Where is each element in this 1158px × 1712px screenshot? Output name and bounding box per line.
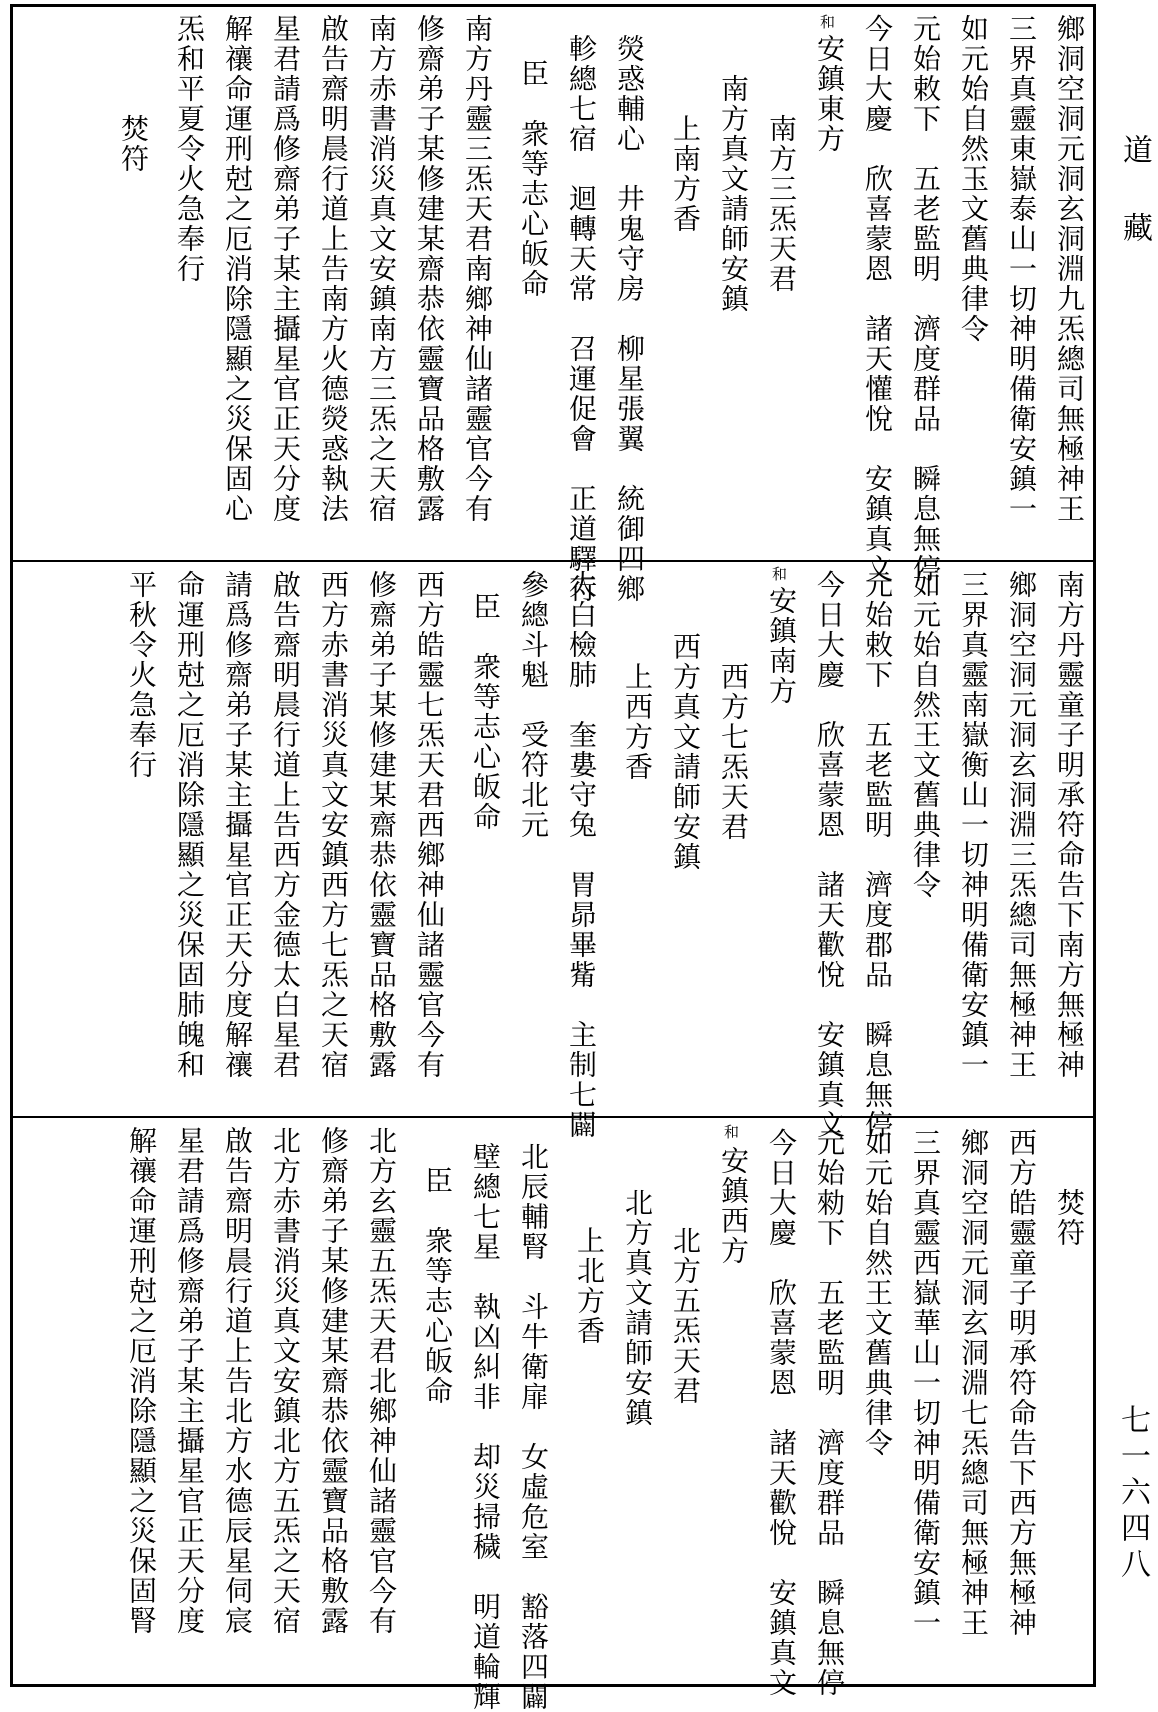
text-column: 焚符 — [1053, 1188, 1086, 1248]
text-column: 上西方香 — [621, 662, 654, 782]
text-column: 解禳命運刑尅之厄消除隱顯之災保固心 — [221, 14, 254, 524]
text-column: 鄉洞空洞元洞玄洞淵九炁總司無極神王 — [1053, 14, 1086, 524]
annotation-mark: 和 — [722, 1124, 740, 1139]
text-column: 如元始自然王文舊典律令 — [909, 570, 942, 900]
text-column: 修齋弟子某修建某齋恭依靈寶品格敷露 — [413, 14, 446, 524]
text-column: 啟告齋明晨行道上告西方金德太白星君 — [269, 570, 302, 1080]
text-column: 三界真靈東嶽泰山一切神明備衛安鎮一 — [1005, 14, 1038, 524]
text-column: 三界真靈西嶽華山一切神明備衛安鎮一 — [909, 1128, 942, 1638]
text-column: 如元始自然王文舊典律令 — [861, 1128, 894, 1458]
text-column: 臣 衆等志心皈命 — [469, 592, 502, 832]
text-column: 元始勑下 五老監明 濟度群品 瞬息無停 — [813, 1128, 846, 1698]
text-column: 太白檢肺 奎婁守兔 胃昴畢觜 主制七闢 — [565, 570, 598, 1140]
text-column: 壁總七星 執凶糾非 却災掃穢 明道輪輝 — [469, 1142, 502, 1712]
text-column: 熒惑輔心 井鬼守房 柳星張翼 統御四鄉 — [613, 34, 646, 604]
text-column: 今日大慶 欣喜蒙恩 諸天懽悅 安鎮真文 — [861, 14, 894, 584]
text-column: 三界真靈南嶽衡山一切神明備衛安鎮一 — [957, 570, 990, 1080]
text-column: 北辰輔腎 斗牛衛扉 女虛危室 豁落四闢 — [517, 1142, 550, 1712]
text-column: 請爲修齋弟子某主攝星官正天分度解禳 — [221, 570, 254, 1080]
text-column: 南方真文請師安鎮 — [717, 74, 750, 314]
text-column: 星君請爲修齋弟子某主攝星官正天分度 — [173, 1126, 206, 1636]
text-column: 西方皓靈童子明承符命告下西方無極神 — [1005, 1128, 1038, 1638]
text-column: 鄉洞空洞元洞玄洞淵三炁總司無極神王 — [1005, 570, 1038, 1080]
text-column: 今日大慶 欣喜蒙恩 諸天歡悅 安鎮真文 — [813, 570, 846, 1140]
text-column: 啟告齋明晨行道上告北方水德辰星伺宸 — [221, 1126, 254, 1636]
annotation-mark: 和 — [770, 566, 788, 581]
page-number: 七一六四八 — [1115, 1404, 1150, 1584]
text-column: 平秋令火急奉行 — [125, 570, 158, 780]
text-column: 西方赤書消災真文安鎮西方七炁之天宿 — [317, 570, 350, 1080]
text-column: 安鎮西方 — [717, 1146, 750, 1266]
text-column: 焚符 — [117, 114, 150, 174]
text-column: 上南方香 — [669, 114, 702, 234]
text-column: 南方丹靈童子明承符命告下南方無極神 — [1053, 570, 1086, 1080]
text-column: 北方五炁天君 — [669, 1226, 702, 1406]
text-panel-2 — [10, 560, 1096, 1140]
text-column: 南方三炁天君 — [765, 114, 798, 294]
text-column: 上北方香 — [573, 1226, 606, 1346]
text-column: 啟告齋明晨行道上告南方火德熒惑執法 — [317, 14, 350, 524]
text-column: 安鎮南方 — [765, 586, 798, 706]
text-column: 軫總七宿 迴轉天常 召運促會 正道驛行 — [565, 34, 598, 604]
text-column: 今日大慶 欣喜蒙恩 諸天歡悅 安鎮真文 — [765, 1128, 798, 1698]
text-column: 修齋弟子某修建某齋恭依靈寶品格敷露 — [365, 570, 398, 1080]
text-column: 西方皓靈七炁天君西鄉神仙諸靈官今有 — [413, 570, 446, 1080]
text-column: 北方真文請師安鎮 — [621, 1188, 654, 1428]
text-column: 西方真文請師安鎮 — [669, 632, 702, 872]
text-column: 星君請爲修齋弟子某主攝星官正天分度 — [269, 14, 302, 524]
text-column: 臣 衆等志心皈命 — [421, 1166, 454, 1406]
text-column: 炁和平夏令火急奉行 — [173, 14, 206, 284]
text-column: 鄉洞空洞元洞玄洞淵七炁總司無極神王 — [957, 1128, 990, 1638]
text-column: 元始敕下 五老監明 濟度郡品 瞬息無停 — [861, 570, 894, 1140]
annotation-mark: 和 — [818, 14, 836, 29]
text-column: 南方赤書消災真文安鎮南方三炁之天宿 — [365, 14, 398, 524]
text-column: 修齋弟子某修建某齋恭依靈寶品格敷露 — [317, 1126, 350, 1636]
text-panel-3 — [10, 1116, 1096, 1712]
text-column: 安鎮東方 — [813, 34, 846, 154]
text-column: 北方玄靈五炁天君北鄉神仙諸靈官今有 — [365, 1126, 398, 1636]
text-column: 元始敕下 五老監明 濟度群品 瞬息無停 — [909, 14, 942, 584]
collection-label: 道藏 — [1117, 134, 1152, 290]
text-column: 西方七炁天君 — [717, 662, 750, 842]
text-column: 如元始自然玉文舊典律令 — [957, 14, 990, 344]
text-column: 解禳命運刑尅之厄消除隱顯之災保固腎 — [125, 1126, 158, 1636]
text-column: 參總斗魁 受符北元 — [517, 570, 550, 840]
text-panel-1 — [10, 4, 1096, 604]
text-column: 臣 衆等志心皈命 — [517, 59, 550, 299]
text-column: 命運刑尅之厄消除隱顯之災保固肺魄和 — [173, 570, 206, 1080]
text-column: 南方丹靈三炁天君南鄉神仙諸靈官今有 — [461, 14, 494, 524]
text-column: 北方赤書消災真文安鎮北方五炁之天宿 — [269, 1126, 302, 1636]
